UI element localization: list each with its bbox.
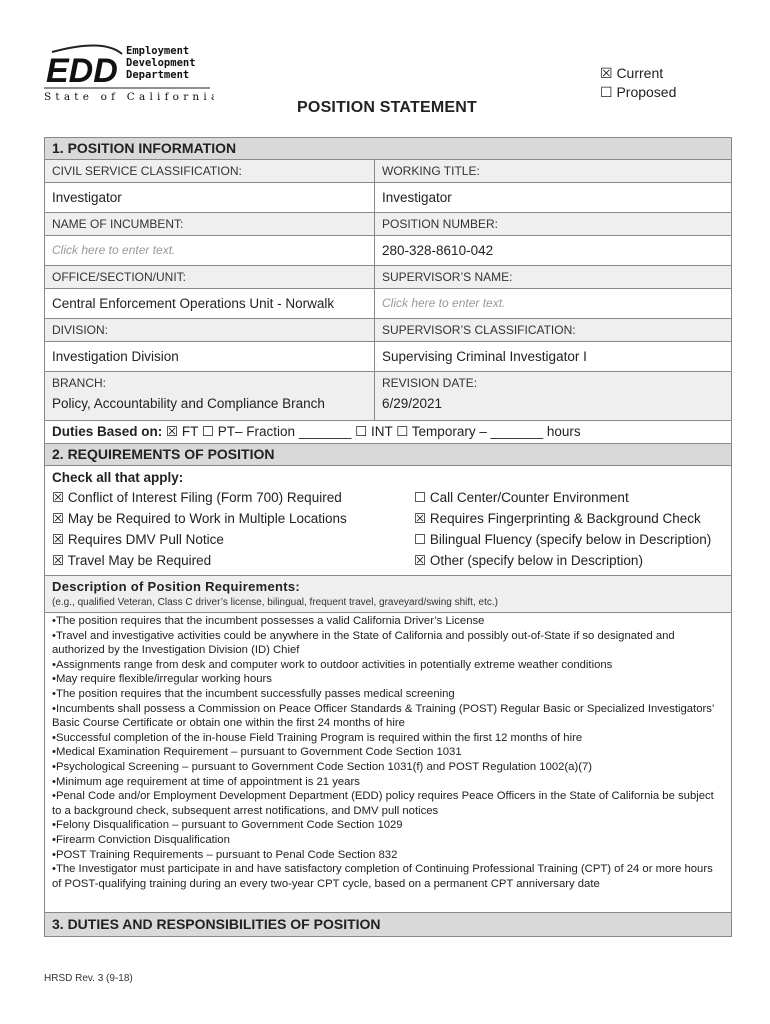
position-number-label: POSITION NUMBER: bbox=[382, 217, 499, 231]
branch-field[interactable]: Policy, Accountability and Compliance Branch bbox=[45, 394, 375, 420]
incumbent-field[interactable]: Click here to enter text. bbox=[45, 236, 375, 265]
desc-line: •POST Training Requirements – pursuant to Penal Code Section 832 bbox=[52, 848, 398, 861]
desc-line: •The position requires that the incumbent possesses a valid California Driver’s License bbox=[52, 615, 485, 627]
revision-field[interactable]: 6/29/2021 bbox=[382, 396, 443, 411]
page-title bbox=[0, 99, 770, 117]
revision-label: REVISION DATE: bbox=[382, 376, 478, 390]
logo-line-3: Department bbox=[126, 69, 190, 81]
description-body[interactable] bbox=[45, 613, 731, 913]
check-other[interactable]: ☒ Other (specify below in Description) bbox=[414, 553, 643, 568]
supervisor-name-field[interactable]: Click here to enter text. bbox=[382, 296, 506, 310]
position-form bbox=[44, 137, 732, 937]
logo-line-1: Employment bbox=[126, 45, 190, 57]
footer-rev: HRSD Rev. 3 (9-18) bbox=[44, 973, 133, 984]
check-travel[interactable]: ☒ Travel May be Required bbox=[52, 553, 212, 568]
row-labels-5 bbox=[45, 372, 731, 394]
desc-line: •Minimum age requirement at time of appointment is 21 years bbox=[52, 775, 360, 788]
civil-service-label: CIVIL SERVICE CLASSIFICATION: bbox=[45, 160, 375, 182]
status-current[interactable]: ☒ Current bbox=[600, 65, 664, 81]
desc-line: •Penal Code and/or Employment Development Department (EDD) policy requires Peace Officers in the State of California be subject to a background check, subsequent arrest notifications, and DMV pull notices bbox=[52, 790, 714, 817]
requirements-checklist bbox=[45, 466, 731, 576]
description-title: Description of Position Requirements: bbox=[52, 579, 301, 594]
supervisor-class-label: SUPERVISOR’S CLASSIFICATION: bbox=[382, 323, 576, 337]
office-label: OFFICE/SECTION/UNIT: bbox=[45, 266, 375, 288]
check-all-label: Check all that apply: bbox=[52, 470, 184, 485]
desc-line: •The position requires that the incumbent successfully passes medical screening bbox=[52, 687, 455, 700]
position-number-field[interactable]: 280-328-8610-042 bbox=[382, 243, 494, 258]
description-subtitle: (e.g., qualified Veteran, Class C driver’s license, bilingual, frequent travel, graveyard/swing shift, etc.) bbox=[52, 597, 498, 608]
check-fingerprinting[interactable]: ☒ Requires Fingerprinting & Background Check bbox=[414, 511, 701, 526]
desc-line: •The Investigator must participate in and have satisfactory completion of Continuing Professional Training (CPT) of 24 or more hours of POST-qualifying training during an every two-year CPT cycle, based on a permanent CPT anniversary date bbox=[52, 863, 713, 890]
check-conflict-interest[interactable]: ☒ Conflict of Interest Filing (Form 700) Required bbox=[52, 490, 342, 505]
row-values-2 bbox=[45, 236, 731, 266]
edd-logo-graphic bbox=[44, 44, 214, 106]
check-bilingual[interactable]: ☐ Bilingual Fluency (specify below in Description) bbox=[414, 532, 712, 547]
section3-header: 3. DUTIES AND RESPONSIBILITIES OF POSITION bbox=[45, 913, 731, 936]
desc-line: •Felony Disqualification – pursuant to Government Code Section 1029 bbox=[52, 819, 403, 832]
desc-line: •Incumbents shall possess a Commission on Peace Officer Standards & Training (POST) Regular Basic or Specialized Investigators’ Basic Course Certificate or obtain one within the first 24 months of hire bbox=[52, 702, 714, 730]
desc-line: •May require flexible/irregular working hours bbox=[52, 673, 272, 686]
desc-line: •Travel and investigative activities could be anywhere in the State of California and possibly out-of-State if so designated and authorized by the Investigation Division (ID) Chief bbox=[52, 629, 675, 657]
desc-line: •Psychological Screening – pursuant to Government Code Section 1031(f) and POST Regulation 1002(a)(7) bbox=[52, 760, 593, 773]
civil-service-field[interactable]: Investigator bbox=[45, 183, 375, 212]
section1-header: 1. POSITION INFORMATION bbox=[45, 138, 731, 160]
status-proposed[interactable]: ☐ Proposed bbox=[600, 84, 677, 100]
logo-mark: EDD bbox=[46, 52, 118, 90]
desc-line: •Medical Examination Requirement – pursuant to Government Code Section 1031 bbox=[52, 746, 462, 759]
branch-label: BRANCH: bbox=[45, 372, 375, 394]
row-labels-4 bbox=[45, 319, 731, 342]
row-values-5 bbox=[45, 394, 731, 421]
supervisor-class-field[interactable]: Supervising Criminal Investigator I bbox=[382, 349, 587, 364]
working-title-field[interactable]: Investigator bbox=[382, 190, 452, 205]
working-title-label: WORKING TITLE: bbox=[382, 164, 480, 178]
division-label: DIVISION: bbox=[45, 319, 375, 341]
supervisor-name-label: SUPERVISOR’S NAME: bbox=[382, 270, 513, 284]
desc-line: •Firearm Conviction Disqualification bbox=[52, 833, 230, 846]
desc-line: •Successful completion of the in-house Field Training Program is required within the first 12 months of hire bbox=[52, 731, 583, 744]
description-header bbox=[45, 576, 731, 613]
duties-label: Duties Based on: bbox=[52, 424, 163, 439]
check-multiple-locations[interactable]: ☒ May be Required to Work in Multiple Locations bbox=[52, 511, 347, 526]
checklist-left bbox=[52, 487, 414, 571]
division-field[interactable]: Investigation Division bbox=[45, 342, 375, 371]
check-dmv-pull[interactable]: ☒ Requires DMV Pull Notice bbox=[52, 532, 224, 547]
logo-line-2: Development bbox=[126, 57, 196, 69]
logo-sub: State of California bbox=[44, 91, 214, 103]
duties-row bbox=[45, 421, 731, 444]
incumbent-label: NAME OF INCUMBENT: bbox=[45, 213, 375, 235]
section2-header: 2. REQUIREMENTS OF POSITION bbox=[45, 444, 731, 466]
status-box bbox=[600, 64, 676, 102]
row-values-3 bbox=[45, 289, 731, 319]
row-values-4 bbox=[45, 342, 731, 372]
desc-line: •Assignments range from desk and computer work to outdoor activities in potentially extreme weather conditions bbox=[52, 658, 613, 671]
check-call-center[interactable]: ☐ Call Center/Counter Environment bbox=[414, 490, 629, 505]
page-title-text: POSITION STATEMENT bbox=[297, 99, 477, 116]
edd-logo bbox=[44, 44, 214, 106]
row-values-1 bbox=[45, 183, 731, 213]
office-field[interactable]: Central Enforcement Operations Unit - Norwalk bbox=[45, 289, 375, 318]
checklist-right bbox=[414, 487, 724, 571]
row-labels-2 bbox=[45, 213, 731, 236]
row-labels-1 bbox=[45, 160, 731, 183]
row-labels-3 bbox=[45, 266, 731, 289]
duties-options[interactable]: ☒ FT ☐ PT– Fraction _______ ☐ INT ☐ Temporary – _______ hours bbox=[166, 424, 581, 439]
